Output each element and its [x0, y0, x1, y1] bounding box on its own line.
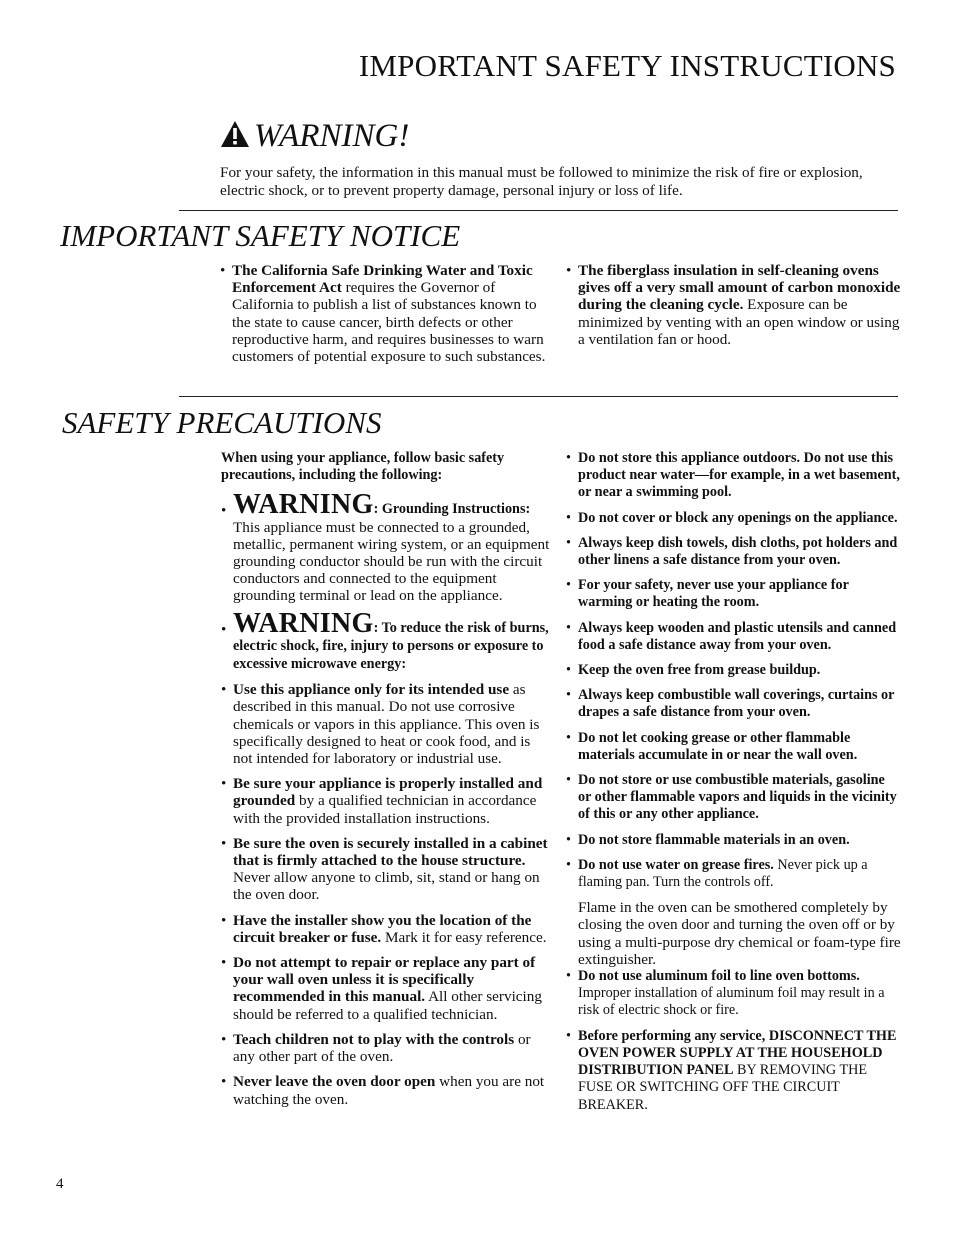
safety-precautions-title: SAFETY PRECAUTIONS: [62, 405, 382, 440]
list-item: • Do not store flammable materials in an oven.: [566, 831, 850, 848]
notice-left-column: [220, 262, 550, 373]
list-item: • The fiberglass insulation in self-cleaning ovens gives off a very small amount of carbon monoxide during the cleaning cycle. Exposure can be minimized by venting with an open window or using a ventilation fan or hood.: [566, 262, 901, 348]
list-item: • Do not use aluminum foil to line oven bottoms. Improper installation of aluminum foil may result in a risk of electric shock or fire.: [566, 968, 885, 1019]
list-item: • Do not let cooking grease or other flammable materials accumulate in or near the wall oven.: [566, 729, 858, 763]
list-item: • Do not cover or block any openings on the appliance.: [566, 509, 898, 526]
precautions-intro: When using your appliance, follow basic safety precautions, including the following:: [221, 450, 505, 484]
warning-heading: [220, 116, 409, 156]
list-item: • Do not store or use combustible materials, gasoline or other flammable vapors and liquids in the vicinity of this or any other appliance.: [566, 772, 897, 823]
list-item: • Have the installer show you the location of the circuit breaker or fuse. Mark it for easy reference.: [221, 911, 547, 946]
page-number: 4: [56, 1176, 64, 1192]
list-item: • Do not attempt to repair or replace any part of your wall oven unless it is specifically recommended in this manual. All other servicing should be referred to a qualified technician.: [221, 954, 542, 1023]
warning-triangle-icon: [220, 120, 250, 148]
list-item: • Never leave the oven door open when you are not watching the oven.: [221, 1073, 545, 1108]
list-item: • Use this appliance only for its intended use as described in this manual. Do not use corrosive chemicals or vapors in this appliance. This oven is specifically designed to heat or cook food, and is not intended for laboratory or industrial use.: [221, 681, 540, 768]
precautions-left-column: [221, 450, 551, 1116]
list-item: • For your safety, never use your appliance for warming or heating the room.: [566, 577, 849, 611]
safety-notice-title: IMPORTANT SAFETY NOTICE: [60, 218, 461, 253]
list-item: • Always keep combustible wall coverings, curtains or drapes a safe distance from your oven.: [566, 687, 895, 721]
precautions-right-column: [566, 450, 901, 1122]
list-item: • The California Safe Drinking Water and Toxic Enforcement Act requires the Governor of California to publish a list of substances known to the state to cause cancer, birth defects or other reproductive harm, and requires businesses to warn customers of potential exposure to such substances.: [220, 262, 546, 366]
list-item: • Keep the oven free from grease buildup.: [566, 662, 821, 679]
list-item: • Before performing any service, DISCONNECT THE OVEN POWER SUPPLY AT THE HOUSEHOLD DISTRIBUTION PANEL BY REMOVING THE FUSE OR SWITCHING OFF THE CIRCUIT BREAKER.: [566, 1027, 897, 1113]
section-divider: [179, 210, 898, 211]
warning-intro: For your safety, the information in this manual must be followed to minimize the risk of fire or explosion, electric shock, or to prevent property damage, personal injury or loss of life.: [220, 164, 863, 199]
list-item: • Always keep dish towels, dish cloths, pot holders and other linens a safe distance from your oven.: [566, 534, 898, 569]
warning-title: WARNING!: [254, 118, 410, 154]
microwave-warning: • WARNING: To reduce the risk of burns, electric shock, fire, injury to persons or exposure to excessive microwave energy:: [221, 607, 549, 673]
page-title: IMPORTANT SAFETY INSTRUCTIONS: [358, 48, 896, 83]
list-item: • Do not use water on grease fires. Never pick up a flaming pan. Turn the controls off.: [566, 856, 868, 891]
list-item: • Do not store this appliance outdoors. Do not use this product near water—for example, in a wet basement, or near a swimming pool.: [566, 450, 900, 501]
flame-note: Flame in the oven can be smothered completely by closing the oven door and turning the oven off or by using a multi-purpose dry chemical or foam-type fire extinguisher.: [578, 899, 901, 968]
list-item: • Be sure your appliance is properly installed and grounded by a qualified technician in accordance with the provided installation instructions.: [221, 775, 543, 827]
list-item: • Be sure the oven is securely installed in a cabinet that is firmly attached to the house structure. Never allow anyone to climb, sit, stand or hang on the oven door.: [221, 834, 548, 904]
grounding-warning: • WARNING: Grounding Instructions: This appliance must be connected to a grounded, metallic, permanent wiring system, or an equipment grounding conductor should be run with the circuit conductors and connected to the equipment grounding terminal or lead on the appliance.: [221, 489, 550, 605]
notice-right-column: [566, 262, 901, 356]
section-divider: [179, 396, 898, 397]
list-item: • Teach children not to play with the controls or any other part of the oven.: [221, 1030, 531, 1066]
list-item: • Always keep wooden and plastic utensils and canned food a safe distance away from your oven.: [566, 619, 897, 653]
